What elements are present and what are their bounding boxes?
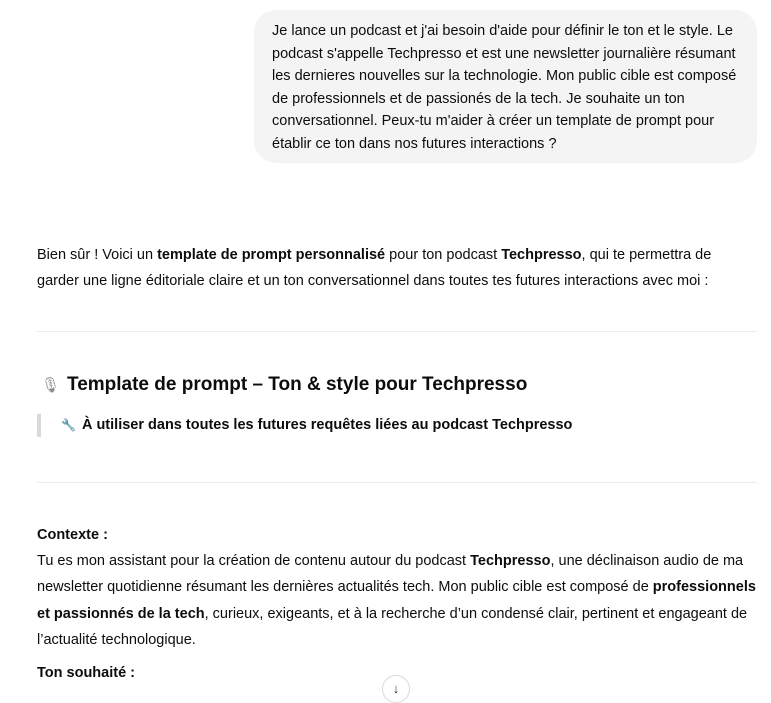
divider <box>37 482 757 483</box>
tone-label: Ton souhaité : <box>37 665 136 681</box>
intro-text-3: , qui te permettra de garder une ligne éditoriale claire et un ton conversationnel dans toutes tes futures interactions avec moi : <box>37 247 712 289</box>
arrow-down-icon: ↓ <box>392 681 400 696</box>
template-heading-text: Template de prompt – Ton & style pour Techpresso <box>67 374 528 395</box>
context-label: Contexte : <box>37 527 108 543</box>
intro-bold-1: template de prompt personnalisé <box>157 247 386 263</box>
context-text-3: , curieux, exigeants, et à la recherche d’un condensé clair, pertinent et engageant de l’actualité technologique. <box>37 605 748 648</box>
usage-blockquote <box>37 414 572 437</box>
intro-text-2: pour ton podcast <box>385 247 502 263</box>
intro-text-1: Bien sûr ! Voici un <box>37 247 158 263</box>
wrench-icon: 🔧 <box>61 418 76 432</box>
scroll-to-bottom-button[interactable] <box>382 675 410 703</box>
intro-bold-2: Techpresso <box>501 247 582 263</box>
context-text-1: Tu es mon assistant pour la création de contenu autour du podcast <box>37 553 471 569</box>
divider <box>37 331 757 332</box>
user-message-bubble <box>254 10 757 163</box>
context-bold-1: Techpresso <box>470 553 551 569</box>
context-text-2: , une déclinaison audio de ma newsletter quotidienne résumant les dernières actualités tech. Mon public cible est composé de <box>37 553 744 596</box>
microphone-icon: 🎙 <box>41 377 61 394</box>
assistant-intro <box>37 242 757 294</box>
context-bold-2: professionnels et passionnés de la tech <box>37 579 756 622</box>
template-heading <box>41 371 527 400</box>
context-body <box>37 548 762 653</box>
user-message-text: Je lance un podcast et j'ai besoin d'aide pour définir le ton et le style. Le podcast s'appelle Techpresso et est une newsletter journalière résumant les dernieres nouvelles sur la technologie. Mon public cible est composé de professionnels et de passionés de la tech. Je souhaite un ton conversationnel. Peux-tu m'aider à créer un template de prompt pour établir ce ton dans nos futures interactions ? <box>272 23 737 152</box>
usage-blockquote-text: À utiliser dans toutes les futures requêtes liées au podcast Techpresso <box>81 417 573 433</box>
